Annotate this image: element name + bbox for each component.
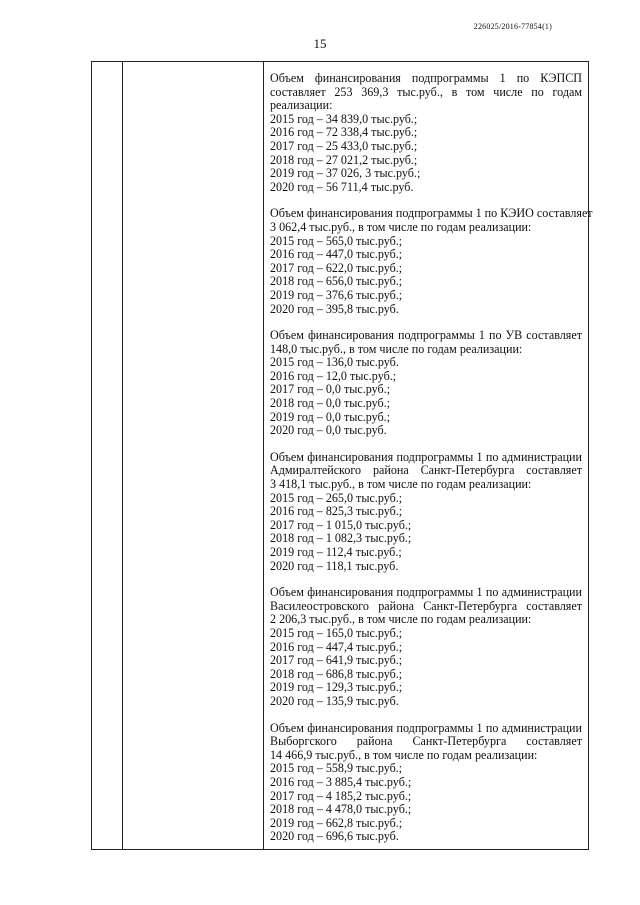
year-amount-line: 2020 год – 395,8 тыс.руб. bbox=[270, 301, 399, 316]
paragraph-line: Объем финансирования подпрограммы 1 по администрации bbox=[270, 720, 582, 735]
year-amount-line: 2019 год – 0,0 тыс.руб.; bbox=[270, 409, 391, 424]
financing-paragraph bbox=[270, 72, 582, 194]
year-amount-line: 2019 год – 37 026, 3 тыс.руб.; bbox=[270, 166, 421, 181]
year-amount-line: 2016 год – 3 885,4 тыс.руб.; bbox=[270, 774, 412, 789]
year-amount-line: 2018 год – 27 021,2 тыс.руб.; bbox=[270, 152, 418, 167]
financing-paragraph bbox=[270, 451, 582, 573]
column-divider bbox=[263, 62, 264, 849]
year-amount-line: 2018 год – 686,8 тыс.руб.; bbox=[270, 666, 403, 681]
year-amount-line: 2019 год – 376,6 тыс.руб.; bbox=[270, 287, 403, 302]
year-amount-line: 2015 год – 265,0 тыс.руб.; bbox=[270, 490, 403, 505]
year-amount-line: 2015 год – 136,0 тыс.руб. bbox=[270, 355, 399, 370]
year-amount-line: 2016 год – 447,4 тыс.руб.; bbox=[270, 639, 403, 654]
document-id: 226025/2016-77854(1) bbox=[473, 22, 552, 31]
year-amount-line: 2018 год – 1 082,3 тыс.руб.; bbox=[270, 531, 412, 546]
year-amount-line: 2015 год – 165,0 тыс.руб.; bbox=[270, 625, 403, 640]
year-amount-line: 2016 год – 825,3 тыс.руб.; bbox=[270, 504, 403, 519]
paragraph-line: Объем финансирования подпрограммы 1 по администрации bbox=[270, 585, 582, 600]
year-amount-line: 2017 год – 622,0 тыс.руб.; bbox=[270, 260, 403, 275]
financing-paragraph bbox=[270, 329, 582, 438]
financing-paragraph bbox=[270, 586, 582, 708]
year-amount-line: 2016 год – 447,0 тыс.руб.; bbox=[270, 247, 403, 262]
year-amount-line: 2020 год – 118,1 тыс.руб. bbox=[270, 558, 399, 573]
paragraph-line: Выборгского района Санкт-Петербурга составляет bbox=[270, 734, 582, 749]
paragraph-line: 3 418,1 тыс.руб., в том числе по годам реализации: bbox=[270, 477, 532, 492]
year-amount-line: 2018 год – 0,0 тыс.руб.; bbox=[270, 396, 391, 411]
year-amount-line: 2020 год – 135,9 тыс.руб. bbox=[270, 693, 399, 708]
financing-paragraph bbox=[270, 206, 593, 316]
year-amount-line: 2017 год – 25 433,0 тыс.руб.; bbox=[270, 138, 418, 153]
financing-table bbox=[91, 61, 593, 850]
financing-paragraph bbox=[270, 722, 582, 844]
paragraph-line: 2 206,3 тыс.руб., в том числе по годам реализации: bbox=[270, 612, 532, 627]
paragraph-line: 148,0 тыс.руб., в том числе по годам реализации: bbox=[270, 341, 523, 356]
year-amount-line: 2015 год – 565,0 тыс.руб.; bbox=[270, 233, 403, 248]
paragraph-line: реализации: bbox=[270, 98, 333, 113]
page-number: 15 bbox=[313, 36, 327, 51]
paragraph-line: Василеостровского района Санкт-Петербурга составляет bbox=[270, 598, 582, 613]
year-amount-line: 2020 год – 56 711,4 тыс.руб. bbox=[270, 179, 414, 194]
year-amount-line: 2018 год – 656,0 тыс.руб.; bbox=[270, 274, 403, 289]
paragraph-line: Объем финансирования подпрограммы 1 по КЭПСП bbox=[270, 71, 582, 85]
year-amount-line: 2019 год – 112,4 тыс.руб.; bbox=[270, 545, 402, 559]
year-amount-line: 2015 год – 558,9 тыс.руб.; bbox=[270, 761, 403, 776]
paragraph-line: Объем финансирования подпрограммы 1 по КЭИО составляет bbox=[270, 206, 593, 221]
year-amount-line: 2018 год – 4 478,0 тыс.руб.; bbox=[270, 802, 412, 817]
paragraph-line: 3 062,4 тыс.руб., в том числе по годам реализации: bbox=[270, 219, 532, 234]
column-divider bbox=[122, 62, 123, 849]
year-amount-line: 2016 год – 12,0 тыс.руб.; bbox=[270, 368, 397, 383]
year-amount-line: 2020 год – 696,6 тыс.руб. bbox=[270, 829, 399, 844]
year-amount-line: 2017 год – 4 185,2 тыс.руб.; bbox=[270, 788, 412, 803]
paragraph-line: Адмиралтейского района Санкт-Петербурга составляет bbox=[270, 463, 582, 478]
year-amount-line: 2017 год – 0,0 тыс.руб.; bbox=[270, 382, 391, 397]
year-amount-line: 2017 год – 1 015,0 тыс.руб.; bbox=[270, 517, 412, 532]
year-amount-line: 2015 год – 34 839,0 тыс.руб.; bbox=[270, 111, 418, 126]
paragraph-line: Объем финансирования подпрограммы 1 по администрации bbox=[270, 449, 582, 464]
year-amount-line: 2020 год – 0,0 тыс.руб. bbox=[270, 423, 387, 438]
paragraph-line: составляет 253 369,3 тыс.руб., в том числе по годам bbox=[270, 84, 582, 99]
year-amount-line: 2019 год – 662,8 тыс.руб.; bbox=[270, 815, 403, 830]
year-amount-line: 2019 год – 129,3 тыс.руб.; bbox=[270, 680, 403, 695]
financing-text-cell bbox=[270, 71, 593, 857]
year-amount-line: 2016 год – 72 338,4 тыс.руб.; bbox=[270, 125, 418, 140]
year-amount-line: 2017 год – 641,9 тыс.руб.; bbox=[270, 653, 403, 668]
paragraph-line: Объем финансирования подпрограммы 1 по УВ составляет bbox=[270, 328, 582, 343]
paragraph-line: 14 466,9 тыс.руб., в том числе по годам реализации: bbox=[270, 747, 538, 762]
